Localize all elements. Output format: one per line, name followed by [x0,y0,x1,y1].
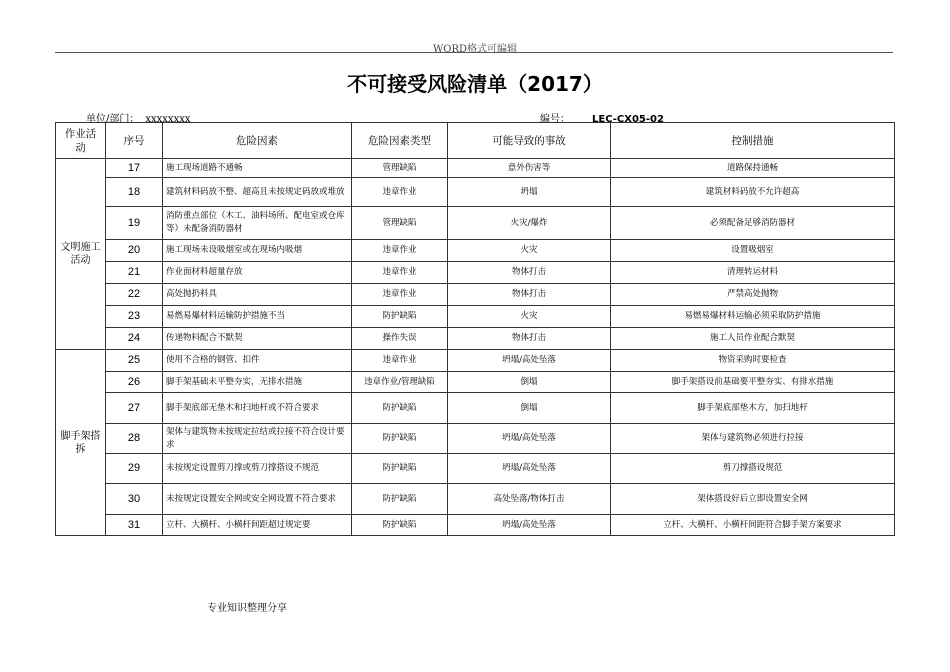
table-row [56,262,895,284]
control-measure-cell: 剪刀撑搭设规范 [611,454,895,484]
table-row [56,515,895,536]
col-header-number: 序号 [106,123,163,159]
row-number-cell: 30 [106,484,163,515]
accident-cell: 物体打击 [448,284,611,306]
control-measure-cell: 立杆、大横杆、小横杆间距符合脚手架方案要求 [611,515,895,536]
table-row [56,207,895,240]
accident-cell: 火灾 [448,306,611,328]
factor-type-cell: 防护缺陷 [352,393,448,424]
col-header-factor: 危险因素 [163,123,352,159]
table-row [56,372,895,393]
table-row [56,328,895,350]
col-header-factor-type: 危险因素类型 [352,123,448,159]
risk-factor-cell: 未按规定设置安全网或安全网设置不符合要求 [163,484,352,515]
control-measure-cell: 建筑材料码放不允许超高 [611,178,895,207]
factor-type-cell: 防护缺陷 [352,515,448,536]
table-row [56,306,895,328]
row-number-cell: 20 [106,240,163,262]
accident-cell: 火灾 [448,240,611,262]
accident-cell: 坍塌/高处坠落 [448,350,611,372]
row-number-cell: 19 [106,207,163,240]
risk-factor-cell: 未按规定设置剪刀撑或剪刀撑搭设不规范 [163,454,352,484]
accident-cell: 坍塌/高处坠落 [448,424,611,454]
table-header-row [56,123,895,159]
row-number-cell: 24 [106,328,163,350]
row-number-cell: 27 [106,393,163,424]
col-header-activity: 作业活动 [56,123,106,159]
factor-type-cell: 管理缺陷 [352,207,448,240]
accident-cell: 意外伤害等 [448,159,611,178]
row-number-cell: 18 [106,178,163,207]
row-number-cell: 21 [106,262,163,284]
accident-cell: 坍塌 [448,178,611,207]
accident-cell: 坍塌/高处坠落 [448,515,611,536]
risk-factor-cell: 易燃易爆材料运输防护措施不当 [163,306,352,328]
factor-type-cell: 管理缺陷 [352,159,448,178]
row-number-cell: 17 [106,159,163,178]
accident-cell: 物体打击 [448,262,611,284]
table-row [56,240,895,262]
factor-type-cell: 防护缺陷 [352,306,448,328]
row-number-cell: 31 [106,515,163,536]
department-value: xxxxxxxx [145,114,191,125]
accident-cell: 倒塌 [448,372,611,393]
page-title: 不可接受风险清单（2017） [347,72,603,96]
accident-cell: 物体打击 [448,328,611,350]
risk-factor-cell: 立杆、大横杆、小横杆间距超过规定要 [163,515,352,536]
header-rule [55,52,893,53]
factor-type-cell: 违章作业 [352,178,448,207]
risk-table [55,122,895,536]
control-measure-cell: 施工人员作业配合默契 [611,328,895,350]
table-body [56,159,895,536]
table-row [56,424,895,454]
col-header-accident: 可能导致的事故 [448,123,611,159]
risk-factor-cell: 施工现场未设吸烟室或在现场内吸烟 [163,240,352,262]
table-row [56,178,895,207]
row-number-cell: 26 [106,372,163,393]
code-label: 编号： [540,114,570,125]
table-row [56,350,895,372]
control-measure-cell: 脚手架底部垫木方，加扫地杆 [611,393,895,424]
control-measure-cell: 清理转运材料 [611,262,895,284]
activity-cell: 脚手架搭拆 [56,350,106,536]
control-measure-cell: 架体与建筑物必须进行拉接 [611,424,895,454]
factor-type-cell: 违章作业 [352,240,448,262]
activity-cell: 文明施工活动 [56,159,106,350]
control-measure-cell: 架体搭设好后立即设置安全网 [611,484,895,515]
page-header-text: WORD格式可编辑 [432,44,518,55]
factor-type-cell: 防护缺陷 [352,424,448,454]
accident-cell: 高处坠落/物体打击 [448,484,611,515]
table-row [56,284,895,306]
factor-type-cell: 违章作业 [352,262,448,284]
risk-factor-cell: 消防重点部位（木工、油料场所、配电室或仓库等）未配备消防器材 [163,207,352,240]
risk-factor-cell: 施工现场道路不通畅 [163,159,352,178]
table-row [56,393,895,424]
factor-type-cell: 违章作业/管理缺陷 [352,372,448,393]
risk-factor-cell: 传递物料配合不默契 [163,328,352,350]
table-row [56,484,895,515]
risk-factor-cell: 架体与建筑物未按规定拉结或拉接不符合设计要求 [163,424,352,454]
factor-type-cell: 防护缺陷 [352,454,448,484]
risk-factor-cell: 作业面材料超量存放 [163,262,352,284]
accident-cell: 坍塌/高处坠落 [448,454,611,484]
row-number-cell: 23 [106,306,163,328]
factor-type-cell: 操作失误 [352,328,448,350]
control-measure-cell: 易燃易爆材料运输必须采取防护措施 [611,306,895,328]
accident-cell: 倒塌 [448,393,611,424]
control-measure-cell: 严禁高处抛物 [611,284,895,306]
row-number-cell: 29 [106,454,163,484]
row-number-cell: 22 [106,284,163,306]
risk-factor-cell: 高处抛扔料具 [163,284,352,306]
col-header-control: 控制措施 [611,123,895,159]
department-label: 单位/部门： [86,114,140,125]
factor-type-cell: 违章作业 [352,284,448,306]
table-row [56,454,895,484]
control-measure-cell: 必须配备足够消防器材 [611,207,895,240]
control-measure-cell: 脚手架搭设前基础要平整夯实、有排水措施 [611,372,895,393]
risk-factor-cell: 脚手架基础未平整夯实，无排水措施 [163,372,352,393]
factor-type-cell: 违章作业 [352,350,448,372]
row-number-cell: 25 [106,350,163,372]
control-measure-cell: 物资采购时要检查 [611,350,895,372]
accident-cell: 火灾/爆炸 [448,207,611,240]
code-value: LEC-CX05-02 [592,114,664,125]
table-row [56,159,895,178]
control-measure-cell: 设置吸烟室 [611,240,895,262]
risk-factor-cell: 脚手架底部无垫木和扫地杆或不符合要求 [163,393,352,424]
risk-factor-cell: 使用不合格的钢管、扣件 [163,350,352,372]
risk-factor-cell: 建筑材料码放不整、超高且未按规定码放或堆放 [163,178,352,207]
row-number-cell: 28 [106,424,163,454]
page-footer: 专业知识整理分享 [207,603,287,614]
control-measure-cell: 道路保持通畅 [611,159,895,178]
factor-type-cell: 防护缺陷 [352,484,448,515]
